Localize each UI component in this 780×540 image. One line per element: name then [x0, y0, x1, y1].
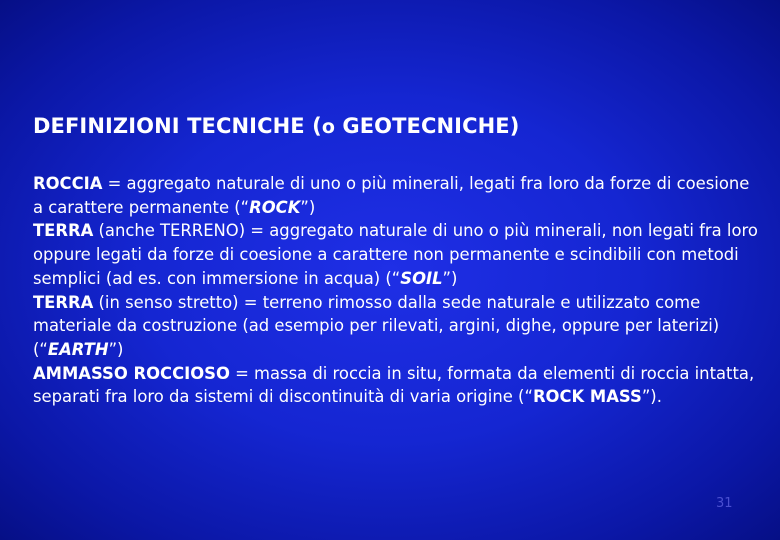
- definition-terra-close: ”): [442, 268, 458, 288]
- english-earth: EARTH: [47, 339, 109, 359]
- title-rest: GEOTECNICHE): [334, 114, 520, 138]
- definition-roccia: [33, 172, 763, 219]
- english-rock: ROCK: [249, 197, 301, 217]
- term-roccia: ROCCIA: [33, 174, 103, 193]
- definition-terra: [33, 219, 763, 290]
- definition-terra-stretto-text: (in senso stretto) = terreno rimosso dalla sede naturale e utilizzato come materiale da costruzione (ad esempio per rilevati, argini, dighe, oppure per laterizi) (“: [33, 292, 720, 359]
- slide-title: [33, 114, 519, 138]
- definition-ammasso: [33, 362, 763, 409]
- term-ammasso-roccioso: AMMASSO ROCCIOSO: [33, 363, 230, 383]
- definitions-body: [33, 172, 763, 409]
- title-main: DEFINIZIONI TECNICHE (: [33, 114, 322, 138]
- definition-ammasso-close: ”).: [641, 387, 662, 407]
- page-number: 31: [716, 496, 733, 511]
- definition-terra-stretto-close: ”): [108, 339, 124, 359]
- term-terra-stretto: TERRA: [33, 292, 94, 312]
- definition-terra-text: (anche TERRENO) = aggregato naturale di uno o più minerali, non legati fra loro oppure legati da forze di coesione a carattere non permanente e scindibili con metodi semplici (ad es. con immersione in acqua) (“: [33, 221, 758, 288]
- definition-roccia-text: = aggregato naturale di uno o più minerali, legati fra loro da forze di coesione a carattere permanente (“: [33, 174, 750, 217]
- definition-ammasso-text: = massa di roccia in situ, formata da elementi di roccia intatta, separati fra loro da sistemi di discontinuità di varia origine (“: [33, 363, 755, 407]
- term-terra: TERRA: [33, 221, 94, 241]
- definition-roccia-close: ”): [300, 197, 316, 217]
- title-o: o: [321, 116, 335, 138]
- english-soil: SOIL: [400, 268, 443, 288]
- english-rock-mass: ROCK MASS: [532, 387, 642, 407]
- definition-terra-stretto: [33, 291, 763, 362]
